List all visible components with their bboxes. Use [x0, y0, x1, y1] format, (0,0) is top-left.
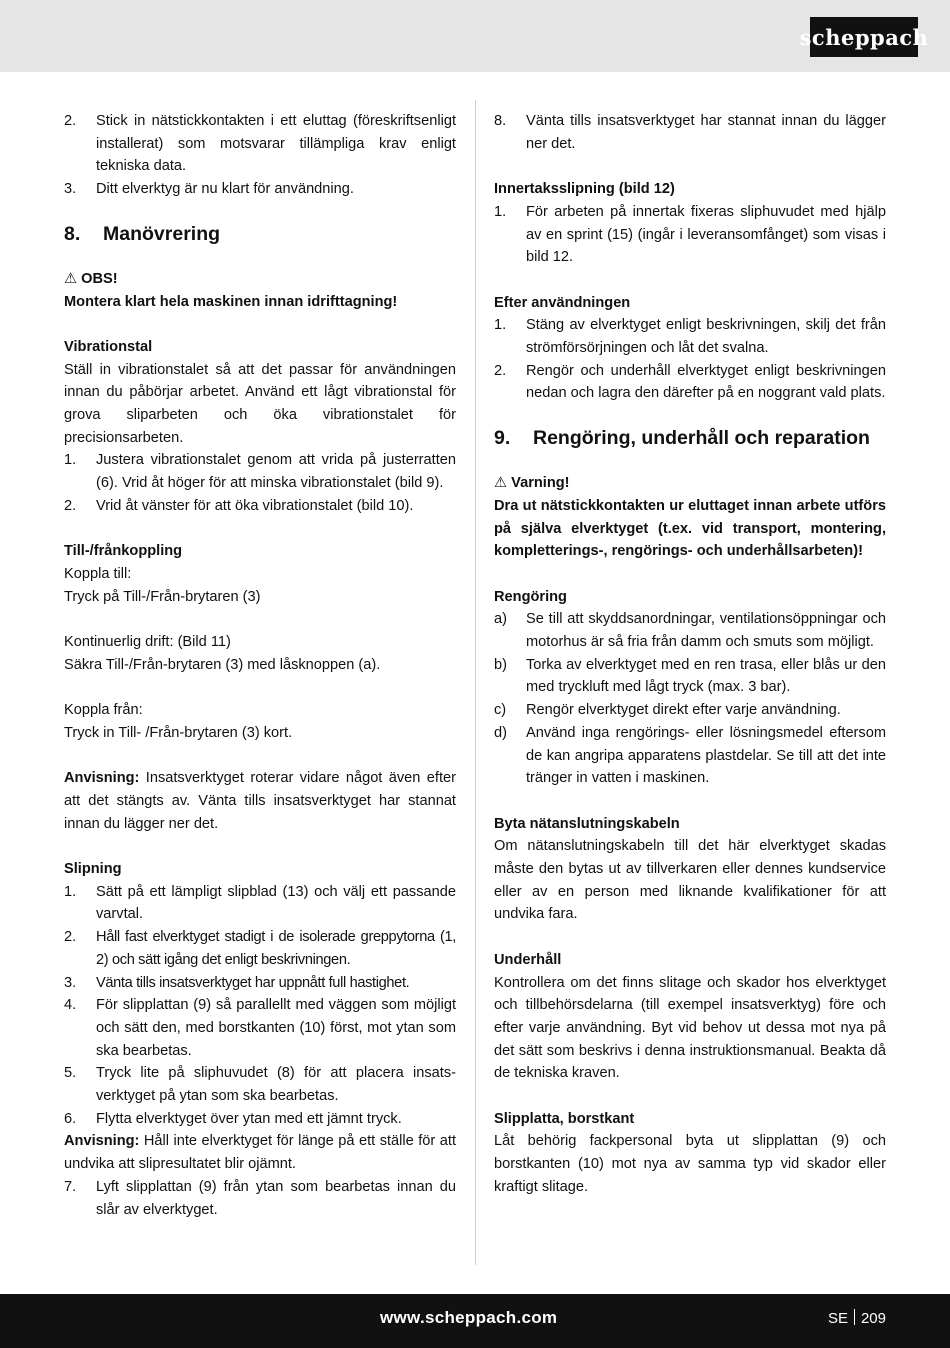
- section-title: Rengöring, underhåll och reparation: [533, 427, 870, 450]
- list-number: 2.: [64, 497, 77, 514]
- section-title: Manövrering: [103, 222, 221, 245]
- list-item: [64, 449, 456, 494]
- pad-heading: Slipplatta, borstkant: [494, 1110, 635, 1127]
- scheppach-logo: scheppach: [810, 17, 918, 57]
- list-number: 1.: [64, 883, 77, 900]
- section-number: 9.: [494, 427, 511, 450]
- footer: [0, 1294, 950, 1348]
- list-text: Lyft slipplattan (9) från ytan som bearbetas innan du slår av elverktyget.: [96, 1178, 456, 1218]
- list-item: [494, 360, 886, 405]
- right-column: [494, 110, 886, 1199]
- obs-text: Montera klart hela maskinen innan idrifttagning!: [64, 293, 398, 310]
- list-text: Håll fast elverktyget stadigt i de isolerade greppytorna (1, 2) och sätt igång det enligt beskrivningen.: [96, 929, 456, 968]
- cable-text: Om nätanslutningskabeln till det här elverktyget skadas måste den bytas ut av tillverkaren eller dennes kundservice eller av en person med liknande kvalifikationer för att undvika fara.: [494, 838, 886, 923]
- section-number: 8.: [64, 222, 81, 245]
- note-label: Anvisning:: [64, 770, 140, 787]
- list-item: [64, 994, 456, 1062]
- list-number: 2.: [494, 362, 507, 379]
- warning-heading: [494, 472, 886, 495]
- grinding-note: [64, 1130, 456, 1175]
- list-item: [494, 201, 886, 269]
- switch-off-label: Koppla från:: [64, 702, 143, 719]
- list-number: 3.: [64, 974, 77, 991]
- list-number: 3.: [64, 181, 77, 198]
- vibration-heading: Vibrationstal: [64, 338, 153, 355]
- list-text: Ditt elverktyg är nu klart för användning.: [96, 181, 354, 198]
- list-number: 4.: [64, 997, 77, 1014]
- list-number: 5.: [64, 1065, 77, 1082]
- list-item: [64, 881, 456, 926]
- language-code: SE: [827, 1310, 848, 1327]
- switch-note: [64, 767, 456, 835]
- list-text: Använd inga rengörings- eller lösningsmedel eftersom de kan angripa apparatens plastdelar. Se till att det inte tränger in vatten i maskinen.: [526, 724, 886, 787]
- list-item: [494, 722, 886, 790]
- separator: [854, 1309, 855, 1325]
- list-item: [494, 314, 886, 359]
- list-number: a): [494, 611, 507, 628]
- switch-heading: Till-/frånkoppling: [64, 543, 183, 560]
- list-number: 2.: [64, 929, 77, 946]
- list-item: [64, 1062, 456, 1107]
- list-text: Torka av elverktyget med en ren trasa, eller blås ur den med tryckluft med lågt tryck (max. 3 bar).: [526, 656, 886, 696]
- after-use-heading: Efter användningen: [494, 294, 631, 311]
- obs-warning: [64, 268, 456, 291]
- switch-on-text: Tryck på Till-/Från-brytaren (3): [64, 588, 261, 605]
- list-number: d): [494, 724, 507, 741]
- section-heading-9: [494, 425, 886, 451]
- list-text: För slipplattan (9) så parallellt med väggen som möjligt och sätt den, med borstkanten (10) först, mot ytan som ska bearbetas.: [96, 997, 456, 1059]
- list-text: Justera vibrationstalet genom att vrida på justerratten (6). Vrid åt höger för att minska vibrationstalet (bild 9).: [96, 452, 456, 492]
- maintenance-text: Kontrollera om det finns slitage och skador hos elverktyget och tillbehörsdelarna (till exempel insatsverktyg) före och efter varje användning. Byt vid behov ut dessa mot nya på det sätt som beskrivs i denna instruktionsmanual. Beakta då de tekniska kraven.: [494, 974, 886, 1082]
- list-text: Stick in nätstickkontakten i ett eluttag (föreskriftsenligt installerat) som motsvarar tillämpliga krav enligt tekniska data.: [96, 113, 456, 175]
- vibration-text: Ställ in vibrationstalet så att det passar för användningen innan du påbörjar arbetet. Använd ett lågt vibrationstal för grova sliparbeten och öka vibrationstalet för precisionsarbeten.: [64, 361, 456, 446]
- pad-text: Låt behörig fackpersonal byta ut slipplattan (9) och borstkanten (10) mot nya av samma typ vid skador eller kraftigt slitage.: [494, 1133, 886, 1195]
- list-item: [494, 654, 886, 699]
- list-text: Sätt på ett lämpligt slipblad (13) och välj ett passande varvtal.: [96, 883, 456, 923]
- column-divider: [475, 100, 476, 1265]
- list-item: [494, 699, 886, 722]
- list-number: 6.: [64, 1110, 77, 1127]
- list-item: [64, 178, 456, 201]
- header-band: [0, 0, 950, 72]
- list-text: Rengör elverktyget direkt efter varje användning.: [526, 702, 841, 719]
- obs-label: OBS!: [81, 270, 118, 287]
- list-text: Rengör och underhåll elverktyget enligt beskrivningen nedan och lagra den därefter på en noggrant vald plats.: [526, 362, 886, 402]
- list-number: 1.: [494, 203, 507, 220]
- list-number: 8.: [494, 113, 507, 129]
- list-number: 1.: [494, 317, 507, 334]
- list-item: [64, 1108, 456, 1131]
- continuous-label: Kontinuerlig drift: (Bild 11): [64, 634, 231, 651]
- cleaning-heading: Rengöring: [494, 588, 567, 605]
- website-link[interactable]: www.scheppach.com: [380, 1308, 558, 1327]
- list-number: b): [494, 656, 507, 673]
- list-item: [64, 972, 456, 995]
- list-text: Flytta elverktyget över ytan med ett jämnt tryck.: [96, 1110, 402, 1127]
- ceiling-heading: Innertaksslipning (bild 12): [494, 181, 675, 198]
- list-item: [64, 1176, 456, 1221]
- switch-off-text: Tryck in Till- /Från-brytaren (3) kort.: [64, 724, 293, 741]
- list-number: 1.: [64, 452, 77, 469]
- page-number-value: 209: [860, 1310, 886, 1327]
- list-item: [64, 495, 456, 518]
- note-label: Anvisning:: [64, 1133, 140, 1150]
- list-text: Stäng av elverktyget enligt beskrivningen, skilj det från strömförsörjningen och låt det svalna.: [526, 317, 886, 356]
- list-text: Vänta tills insatsverktyget har uppnått full hastighet.: [96, 974, 410, 991]
- section-heading-8: [64, 221, 456, 247]
- list-item: [494, 608, 886, 653]
- note-text: Håll inte elverktyget för länge på ett ställe för att undvika att slipresultatet blir ojämnt.: [64, 1133, 456, 1173]
- warning-icon: ⚠: [64, 270, 78, 287]
- cable-heading: Byta nätanslutningskabeln: [494, 815, 680, 832]
- list-text: För arbeten på innertak fixeras sliphuvudet med hjälp av en sprint (15) (ingår i leveransomfånget) som visas i bild 12.: [526, 203, 886, 266]
- list-text: Vrid åt vänster för att öka vibrationstalet (bild 10).: [96, 497, 414, 514]
- list-item: [494, 110, 886, 155]
- list-number: 2.: [64, 113, 77, 129]
- maintenance-heading: Underhåll: [494, 951, 562, 968]
- list-text: Vänta tills insatsverktyget har stannat innan du lägger ner det.: [526, 113, 886, 152]
- list-item: [64, 926, 456, 971]
- list-text: Tryck lite på sliphuvudet (8) för att placera insatsverktyget på ytan som ska bearbetas.: [96, 1065, 456, 1105]
- grinding-heading: Slipning: [64, 861, 122, 877]
- list-number: 7.: [64, 1178, 77, 1195]
- warning-icon: ⚠: [494, 475, 508, 492]
- list-text: Se till att skyddsanordningar, ventilationsöppningar och motorhus är så fria från damm och smuts som möjligt.: [526, 611, 886, 651]
- page-number: [828, 1309, 886, 1327]
- list-item: [64, 110, 456, 178]
- warning-label: Varning!: [511, 475, 570, 492]
- continuous-text: Säkra Till-/Från-brytaren (3) med låsknoppen (a).: [64, 656, 381, 673]
- left-column: [64, 110, 456, 1221]
- note-text: Insatsverktyget roterar vidare något även efter att det stängts av. Vänta tills insatsverktyget har stannat innan du lägger ner det.: [64, 770, 456, 832]
- switch-on-label: Koppla till:: [64, 565, 132, 582]
- warning-text: Dra ut nätstickkontakten ur eluttaget innan arbete utförs på själva elverktyget (t.ex. vid transport, montering, kompletterings-, rengörings- och underhållsarbeten)!: [494, 497, 886, 560]
- list-number: c): [494, 702, 507, 719]
